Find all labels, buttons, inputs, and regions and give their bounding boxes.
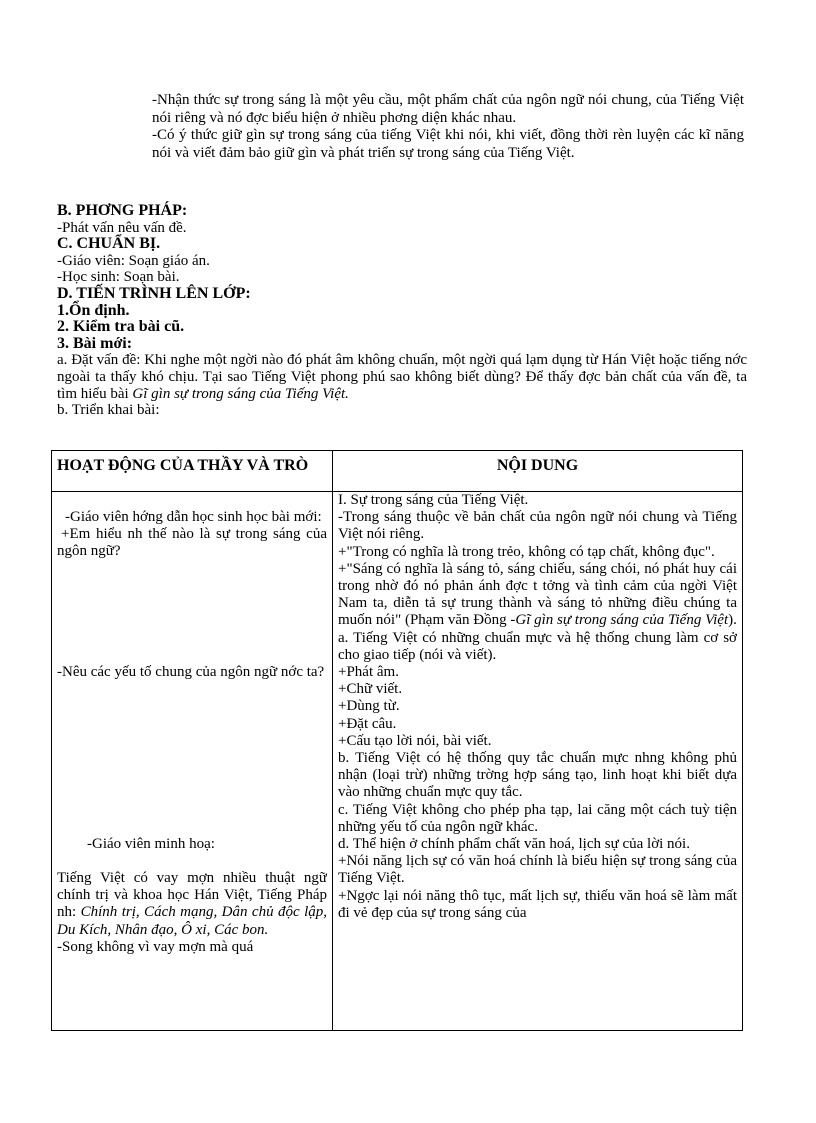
left-p2: +Em hiểu nh thế nào là sự trong sáng của ngôn ngữ? (57, 526, 327, 560)
objectives-block (152, 92, 744, 162)
right-r5: a. Tiếng Việt có những chuẩn mực và hệ thống chung làm cơ sở cho giao tiếp (nói và viết). (338, 629, 737, 663)
header-activities: HOẠT ĐỘNG CỦA THẦY VÀ TRÒ (52, 451, 333, 492)
right-r9: +Đặt câu. (338, 715, 397, 732)
prep-teacher: -Giáo viên: Soạn giáo án. (57, 252, 210, 269)
intro-problem-text: a. Đặt vấn đề: Khi nghe một ngời nào đó phát âm không chuẩn, một ngời quá lạm dụng từ Hán Việt hoặc tiếng nớc ngoài ta thấy khó chịu. Tại sao Tiếng Việt phong phú sao không biết dùng? Để thấy đợc bản chất của vấn đề, ta tìm hiểu bài (57, 352, 747, 402)
prep-student: -Học sinh: Soạn bài. (57, 269, 180, 286)
right-r11: b. Tiếng Việt có hệ thống quy tắc chuẩn mực nhng không phủ nhận (loại trừ) những trờng hợp sáng tạo, linh hoạt khi biết dựa vào những chuẩn mực quy tắc. (338, 750, 737, 801)
process-heading: D. TIẾN TRÌNH LÊN LỚP: (57, 284, 251, 302)
left-p3: -Nêu các yếu tố chung của ngôn ngữ nớc ta? (57, 663, 325, 680)
method-text: -Phát vấn nêu vấn đề. (57, 219, 187, 236)
right-r10: +Cấu tạo lời nói, bài viết. (338, 732, 492, 749)
content-cell (333, 492, 743, 1031)
table-header-row (52, 451, 743, 492)
left-p5-italic: Chính trị, Cách mạng, Dân chủ độc lập, Du Kích, Nhân đạo, Ô xi, Các bon. (57, 904, 327, 938)
step-2: 2. Kiểm tra bài cũ. (57, 318, 185, 336)
header-content: NỘI DUNG (333, 451, 743, 492)
intro-problem-title: Gĩ gìn sự trong sáng của Tiếng Việt. (132, 385, 349, 402)
prep-heading: C. CHUẨN BỊ. (57, 235, 161, 253)
right-r4-italic: Gĩ gìn sự trong sáng của Tiếng Việt (515, 612, 729, 629)
left-p4: -Giáo viên minh hoạ: (87, 835, 215, 852)
lesson-table (51, 450, 743, 1031)
right-r3: +"Trong có nghĩa là trong trẻo, không có tạp chất, không đục". (338, 543, 715, 560)
right-r7: +Chữ viết. (338, 681, 403, 698)
right-r6: +Phát âm. (338, 664, 399, 681)
right-r4-text: +"Sáng có nghĩa là sáng tỏ, sáng chiếu, sáng chói, nó phát huy cái trong nhờ đó nó phản ánh đợc t tởng và tình cảm của ngời Việt Nam ta, diễn tả sự trung thành và sáng tỏ những điều chúng ta muốn nói" (Phạm văn Đồng - (338, 560, 737, 629)
left-p5 (57, 870, 327, 939)
step-1: 1.Ổn định. (57, 301, 130, 319)
right-r1: I. Sự trong sáng của Tiếng Việt. (338, 492, 529, 508)
left-p5-text: Tiếng Việt có vay mợn nhiều thuật ngữ chính trị và khoa học Hán Việt, Tiếng Pháp nh: (57, 870, 327, 921)
left-p6: -Song không vì vay mợn mà quá (57, 938, 254, 955)
lesson-sections (57, 203, 747, 419)
right-r8: +Dùng từ. (338, 698, 400, 715)
left-p1: -Giáo viên hớng dẫn học sinh học bài mới: (65, 509, 322, 525)
table-row (52, 492, 743, 1031)
right-r2: -Trong sáng thuộc về bản chất của ngôn ngữ nói chung và Tiếng Việt nói riêng. (338, 509, 737, 543)
step-3: 3. Bài mới: (57, 334, 133, 352)
right-r14: +Nói năng lịch sự có văn hoá chính là biểu hiện sự trong sáng của Tiếng Việt. (338, 853, 737, 887)
right-r4-end: ). (728, 612, 737, 629)
right-r15: +Ngợc lại nói năng thô tục, mất lịch sự, thiếu văn hoá sẽ làm mất đi vẻ đẹp của sự trong sáng của (338, 887, 737, 921)
right-r13: d. Thể hiện ở chính phẩm chất văn hoá, lịch sự của lời nói. (338, 836, 690, 853)
objective-1: -Nhận thức sự trong sáng là một yêu cầu, một phẩm chất của ngôn ngữ nói chung, của Tiếng Việt nói riêng và nó đợc biểu hiện ở nhiều phơng diện khác nhau. (152, 92, 744, 126)
deploy-label: b. Triển khai bài: (57, 402, 160, 419)
right-r12: c. Tiếng Việt không cho phép pha tạp, lai căng một cách tuỳ tiện những yếu tố của ngôn ngữ khác. (338, 801, 737, 835)
intro-problem (57, 352, 747, 402)
objective-2: -Có ý thức giữ gìn sự trong sáng của tiếng Việt khi nói, khi viết, đồng thời rèn luyện các kĩ năng nói và viết đảm bảo giữ gìn và phát triển sự trong sáng của Tiếng Việt. (152, 127, 744, 161)
activities-cell (52, 492, 333, 1031)
method-heading: B. PHƠNG PHÁP: (57, 202, 188, 219)
right-r4 (338, 561, 737, 630)
